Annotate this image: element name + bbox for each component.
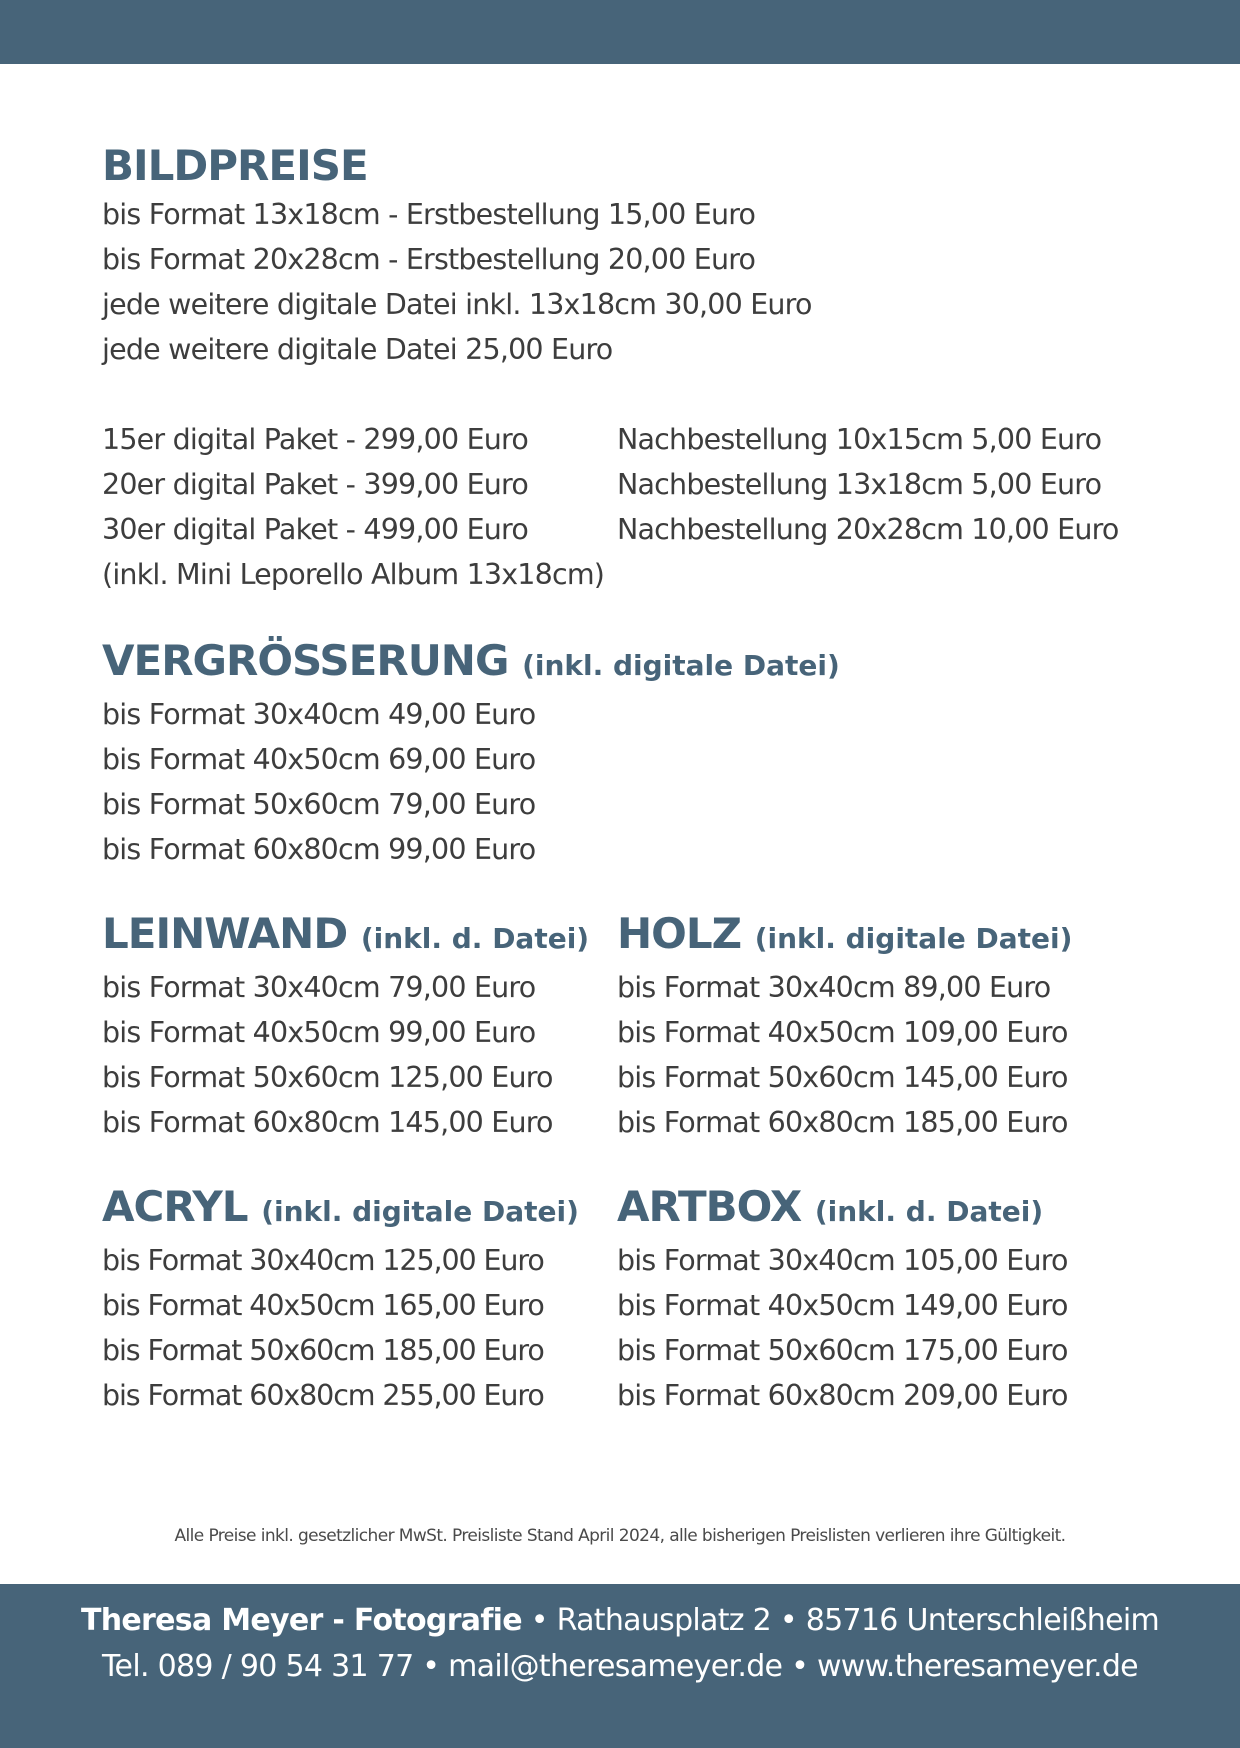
section-title-main: HOLZ [617, 909, 742, 958]
price-line: bis Format 60x80cm 145,00 Euro [102, 1106, 553, 1139]
footer-address: • Rathausplatz 2 • 85716 Unterschleißheim [521, 1603, 1160, 1638]
price-line: bis Format 30x40cm 49,00 Euro [102, 698, 536, 731]
price-line: bis Format 50x60cm 125,00 Euro [102, 1061, 553, 1094]
section-title [617, 1181, 1162, 1238]
section-holz [617, 908, 1162, 1145]
price-line: bis Format 60x80cm 99,00 Euro [102, 833, 536, 866]
section-bildpreise [102, 140, 1162, 597]
price-line: Nachbestellung 13x18cm 5,00 Euro [617, 468, 1102, 501]
price-line: jede weitere digitale Datei 25,00 Euro [102, 333, 613, 366]
price-line: Nachbestellung 10x15cm 5,00 Euro [617, 423, 1102, 456]
price-line: (inkl. Mini Leporello Album 13x18cm) [102, 558, 605, 591]
price-line: bis Format 60x80cm 209,00 Euro [617, 1379, 1068, 1412]
price-line: bis Format 30x40cm 89,00 Euro [617, 971, 1051, 1004]
price-line: bis Format 30x40cm 125,00 Euro [102, 1244, 544, 1277]
section-title [102, 908, 617, 965]
price-list [102, 140, 1162, 1418]
price-line: bis Format 30x40cm 79,00 Euro [102, 971, 536, 1004]
price-line: bis Format 40x50cm 99,00 Euro [102, 1016, 536, 1049]
section-title-main: ARTBOX [617, 1182, 802, 1231]
footer-address-row [0, 1598, 1240, 1644]
section-vergroesserung [102, 635, 1162, 872]
price-line: bis Format 40x50cm 69,00 Euro [102, 743, 536, 776]
price-line: Nachbestellung 20x28cm 10,00 Euro [617, 513, 1119, 546]
price-line: bis Format 40x50cm 109,00 Euro [617, 1016, 1068, 1049]
price-line: bis Format 20x28cm - Erstbestellung 20,00 Euro [102, 243, 756, 276]
price-line: bis Format 30x40cm 105,00 Euro [617, 1244, 1068, 1277]
price-line: 20er digital Paket - 399,00 Euro [102, 468, 528, 501]
price-line: bis Format 50x60cm 185,00 Euro [102, 1334, 544, 1367]
section-title-main: LEINWAND [102, 909, 348, 958]
price-line: bis Format 50x60cm 79,00 Euro [102, 788, 536, 821]
pakete-nachbestellung [102, 417, 1162, 597]
section-title: BILDPREISE [102, 141, 368, 190]
price-line: bis Format 40x50cm 149,00 Euro [617, 1289, 1068, 1322]
price-line: bis Format 50x60cm 145,00 Euro [617, 1061, 1068, 1094]
price-line: 30er digital Paket - 499,00 Euro [102, 513, 528, 546]
bildpreise-list [102, 192, 1162, 372]
section-subtitle: (inkl. digitale Datei) [522, 649, 840, 682]
price-line: bis Format 50x60cm 175,00 Euro [617, 1334, 1068, 1367]
footer-brand: Theresa Meyer - Fotografie [80, 1603, 522, 1638]
footer-bar [0, 1584, 1240, 1748]
section-title [102, 635, 1162, 692]
pakete-list [102, 417, 617, 597]
price-line: jede weitere digitale Datei inkl. 13x18cm 30,00 Euro [102, 288, 812, 321]
acryl-artbox-row [102, 1181, 1162, 1418]
section-subtitle: (inkl. digitale Datei) [754, 922, 1073, 955]
section-subtitle: (inkl. d. Datei) [360, 922, 590, 955]
vat-footnote: Alle Preise inkl. gesetzlicher MwSt. Preisliste Stand April 2024, alle bisherigen Preislisten verlieren ihre Gültigkeit. [174, 1526, 1066, 1546]
section-title [102, 1181, 617, 1238]
top-color-bar [0, 0, 1240, 64]
section-title-main: ACRYL [102, 1182, 248, 1231]
leinwand-holz-row [102, 908, 1162, 1145]
price-line: bis Format 40x50cm 165,00 Euro [102, 1289, 544, 1322]
section-subtitle: (inkl. d. Datei) [814, 1195, 1044, 1228]
price-line: bis Format 13x18cm - Erstbestellung 15,00 Euro [102, 198, 756, 231]
price-line: bis Format 60x80cm 255,00 Euro [102, 1379, 544, 1412]
section-title [617, 908, 1162, 965]
section-title-main: VERGRÖSSERUNG [102, 636, 509, 685]
section-artbox [617, 1181, 1162, 1418]
footer-contact-row: Tel. 089 / 90 54 31 77 • mail@theresameyer.de • www.theresameyer.de [102, 1649, 1138, 1684]
nachbestellung-list [617, 417, 1162, 597]
price-line: 15er digital Paket - 299,00 Euro [102, 423, 528, 456]
section-leinwand [102, 908, 617, 1145]
section-acryl [102, 1181, 617, 1418]
price-line: bis Format 60x80cm 185,00 Euro [617, 1106, 1068, 1139]
section-subtitle: (inkl. digitale Datei) [261, 1195, 579, 1228]
